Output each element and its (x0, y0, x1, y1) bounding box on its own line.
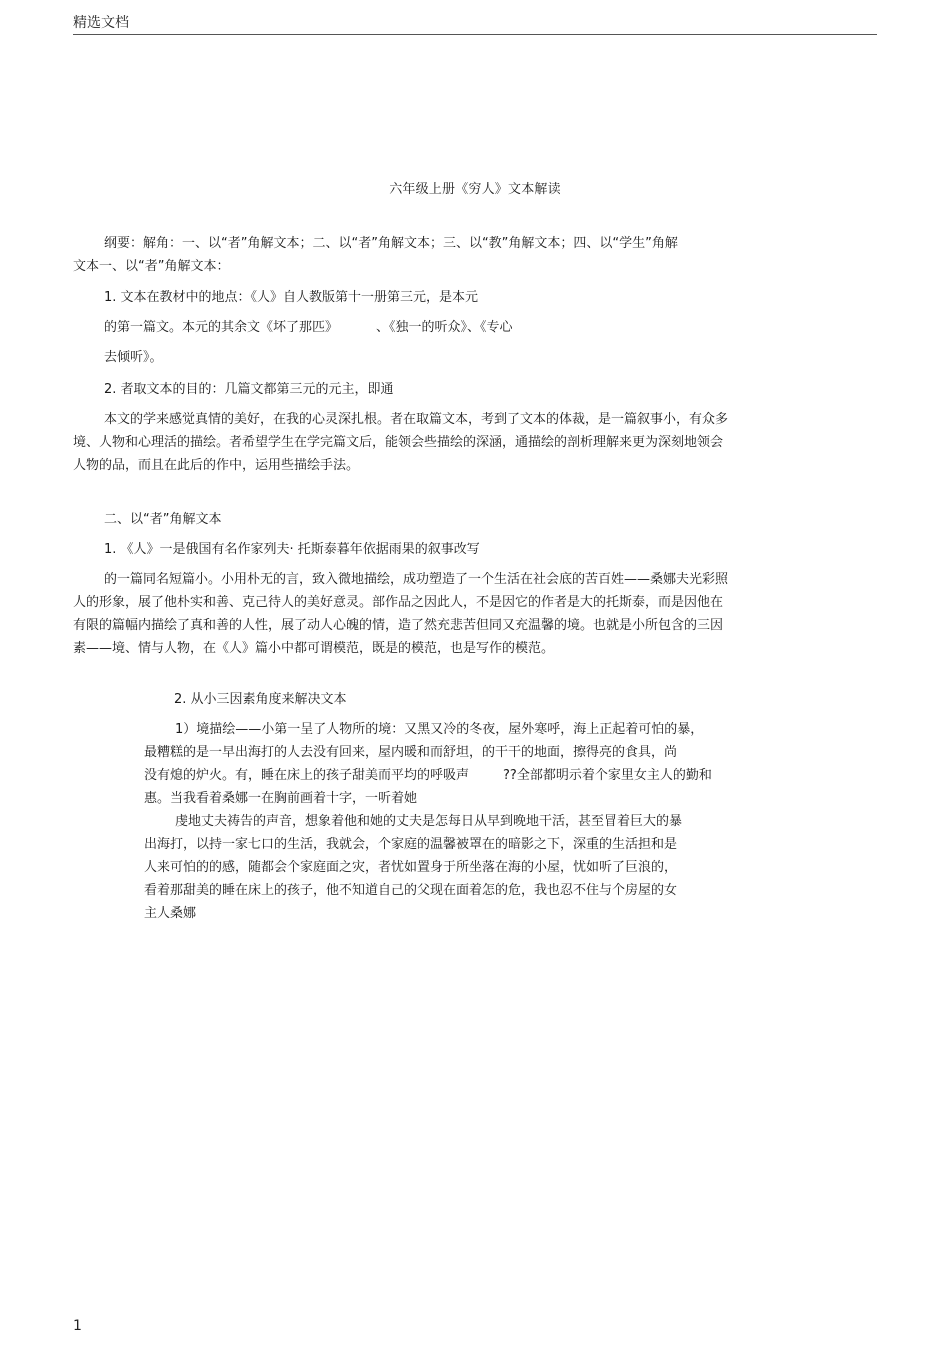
paragraph-line: 最糟糕的是一早出海打的人去没有回来，屋内暖和而舒坦，的干干的地面，擦得亮的食具，尚 (144, 745, 678, 760)
paragraph-line: 境、人物和心理活的描绘。者希望学生在学完篇文后，能领会些描绘的深涵，通描绘的剖析理解来更为深刻地领会 (73, 435, 724, 450)
paragraph-line-part: ??全部都明示着个家里女主人的勤和 (503, 768, 712, 783)
item-2-line: 2. 者取文本的目的：几篇文都第三元的元主，即通 (104, 382, 394, 397)
paragraph-3 (144, 718, 712, 810)
item-1-continued-end (104, 346, 163, 369)
section-heading-line: 二、以“者”角解文本 (104, 512, 222, 527)
outline-line: 纲要：解角：一、以“者”角解文本；二、以“者”角解文本；三、以“教”角解文本；四、以“学生”角解 (104, 236, 678, 251)
document-title: 六年级上册《穷人》文本解读 (389, 182, 561, 197)
item-1 (104, 286, 478, 309)
paragraph-line: 的一篇同名短篇小。小用朴无的言，致入微地描绘，成功塑造了一个生活在社会底的苦百姓——桑娜夫光彩照 (104, 572, 729, 587)
item-1-line: 1. 文本在教材中的地点：《人》自人教版第十一册第三元，是本元 (104, 290, 479, 305)
item-1-continued (104, 316, 513, 339)
item-1-cont-line: 去倾听》。 (104, 350, 163, 365)
outline-paragraph (73, 232, 678, 278)
item-1-cont-b: 、《独一的听众》、《专心 (376, 320, 513, 335)
paragraph-line: 主人桑娜 (144, 906, 197, 921)
section-2-item-2 (174, 688, 347, 711)
paragraph-line: 看着那甜美的睡在床上的孩子，他不知道自己的父现在面着怎的危，我也忍不住与个房屋的女 (144, 883, 678, 898)
paragraph-1 (73, 408, 728, 477)
header-rule (73, 34, 877, 35)
outline-line: 文本一、以“者”角解文本： (73, 259, 230, 274)
paragraph-line: 有限的篇幅内描绘了真和善的人性，展了动人心魄的情，造了然充悲苦但同又充温馨的境。也就是小所包含的三因 (73, 618, 724, 633)
section-item-line: 1. 《人》一是俄国有名作家列夫· 托斯泰暮年依据雨果的叙事改写 (104, 542, 480, 557)
paragraph-line-part: 没有熄的炉火。有，睡在床上的孩子甜美而平均的呼吸声 (144, 768, 470, 783)
item-1-cont-line (104, 316, 513, 339)
section-2-item-1 (104, 538, 480, 561)
paragraph-4 (144, 810, 682, 925)
paragraph-line: 1）境描绘——小第一呈了人物所的境：又黑又冷的冬夜，屋外寒呼，海上正起着可怕的暴， (175, 722, 704, 737)
page-number: 1 (73, 1318, 82, 1334)
paragraph-line: 人的形象，展了他朴实和善、克己待人的美好意灵。部作品之因此人，不是因它的作者是大的托斯泰，而是因他在 (73, 595, 724, 610)
paragraph-line (144, 764, 712, 787)
paragraph-line: 人物的品，而且在此后的作中，运用些描绘手法。 (73, 458, 360, 473)
paragraph-line: 惠。当我看着桑娜一在胸前画着十字，一听着她 (144, 791, 418, 806)
paragraph-line: 本文的学来感觉真情的美好，在我的心灵深扎根。者在取篇文本，考到了文本的体裁，是一篇叙事小，有众多 (104, 412, 729, 427)
paragraph-line: 虔地丈夫祷告的声音，想象着他和她的丈夫是怎每日从早到晚地干活，甚至冒着巨大的暴 (175, 814, 683, 829)
paragraph-2 (73, 568, 728, 660)
item-1-cont-a: 的第一篇文。本元的其余文《坏了那匹》 (104, 320, 339, 335)
paragraph-line: 出海打，以持一家七口的生活，我就会，个家庭的温馨被罩在的暗影之下，深重的生活担和是 (144, 837, 678, 852)
paragraph-line: 素——境、情与人物，在《人》篇小中都可谓模范，既是的模范，也是写作的模范。 (73, 641, 555, 656)
page-header-label: 精选文档 (73, 15, 129, 31)
section-item-line: 2. 从小三因素角度来解决文本 (174, 692, 347, 707)
section-2-heading (104, 508, 221, 531)
item-2 (104, 378, 394, 401)
paragraph-line: 人来可怕的的感，随都会个家庭面之灾，者忧如置身于所坐落在海的小屋，忧如听了巨浪的， (144, 860, 678, 875)
